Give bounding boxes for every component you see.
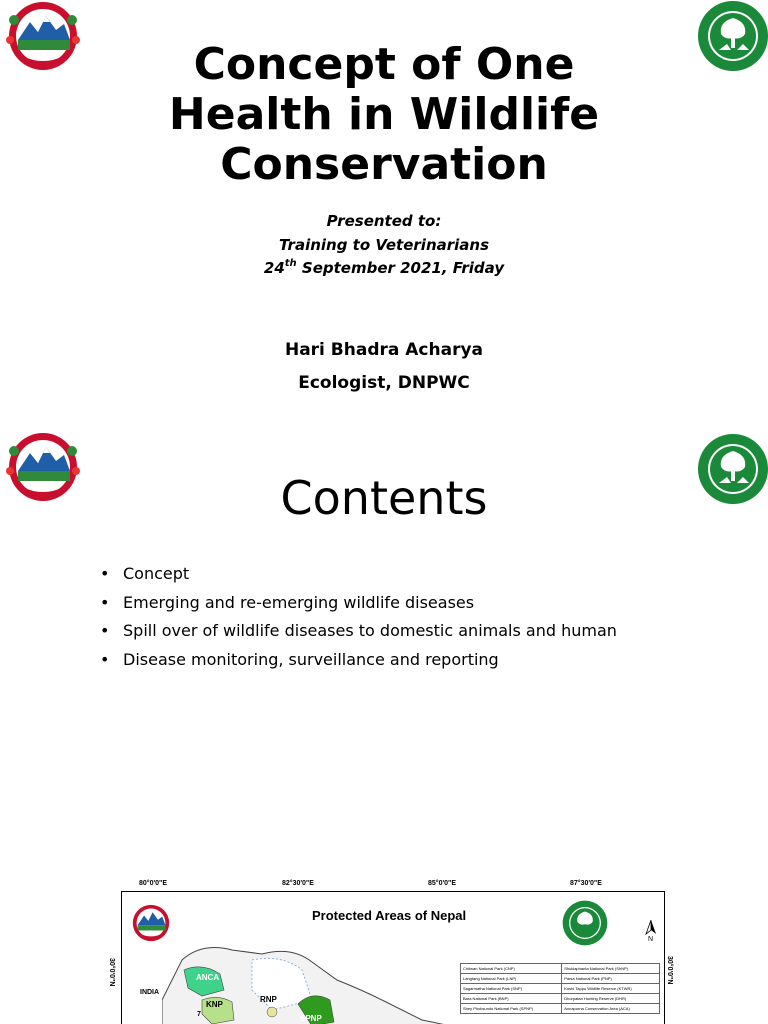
contents-list	[100, 563, 617, 678]
label-india: INDIA	[140, 989, 160, 996]
presented-to-label: Presented to:	[326, 212, 442, 230]
north-label: N	[648, 936, 654, 943]
table-row	[461, 974, 660, 984]
presented-block	[0, 210, 768, 281]
label-spnp: SPNP	[300, 1014, 322, 1023]
title-line: Conservation	[220, 139, 548, 190]
table-cell: Shuklaphanta National Park (ShNP)	[562, 964, 660, 974]
title-line: Concept of One	[193, 39, 575, 90]
table-cell: Sagarmatha National Park (SNP)	[461, 984, 562, 994]
author-name: Hari Bhadra Acharya	[284, 340, 484, 360]
table-cell: Koshi Tappu Wildlife Reserve (KTWR)	[562, 984, 660, 994]
contents-heading: Contents	[280, 471, 488, 525]
longitude-label: 82°30'0"E	[282, 880, 314, 887]
list-item: • Concept	[100, 563, 617, 592]
nepal-emblem-icon	[128, 902, 174, 944]
nepal-map-icon	[162, 940, 492, 1024]
map-frame	[121, 891, 665, 1024]
table-row	[461, 984, 660, 994]
map-title: Protected Areas of Nepal	[312, 908, 467, 923]
longitude-label: 87°30'0"E	[570, 880, 602, 887]
list-item: • Spill over of wildlife diseases to domestic animals and human	[100, 620, 617, 649]
slide-contents	[0, 430, 768, 851]
date-day: 24	[263, 259, 285, 277]
park-legend-table	[460, 963, 660, 1014]
table-cell: Parsa National Park (PNP)	[562, 974, 660, 984]
longitude-label: 80°0'0"E	[139, 880, 168, 887]
table-row	[461, 994, 660, 1004]
slide-map	[0, 866, 768, 1024]
table-row	[461, 1004, 660, 1014]
label-rnp: RNP	[260, 995, 277, 1004]
list-item: • Disease monitoring, surveillance and reporting	[100, 649, 617, 678]
dnpwc-logo-icon	[562, 900, 608, 946]
table-cell: Shey Phoksundo National Park (SPNP)	[461, 1004, 562, 1014]
author-block	[0, 334, 768, 400]
table-cell: Dhorpatan Hunting Reserve (DHR)	[562, 994, 660, 1004]
label-anca: ANCA	[196, 973, 220, 982]
event-name: Training to Veterinarians	[278, 235, 490, 254]
table-cell: Langtang National Park (LNP)	[461, 974, 562, 984]
title-line: Health in Wildlife	[168, 89, 600, 140]
slide-title	[0, 0, 768, 413]
table-row	[461, 964, 660, 974]
table-cell: Bara National Park (BNP)	[461, 994, 562, 1004]
table-cell: Chitwan National Park (CNP)	[461, 964, 562, 974]
list-item: • Emerging and re-emerging wildlife diseases	[100, 592, 617, 621]
longitude-label: 85°0'0"E	[428, 880, 457, 887]
label-knp: KNP	[206, 1000, 223, 1009]
table-cell: Annapurna Conservation Area (ACA)	[562, 1004, 660, 1014]
latitude-label-left: 30°0'0"N	[108, 958, 115, 987]
date-suffix: th	[284, 258, 297, 269]
presentation-title	[0, 40, 768, 190]
label-seven: 7	[197, 1011, 201, 1018]
date-rest: September 2021, Friday	[296, 259, 505, 277]
author-role: Ecologist, DNPWC	[298, 373, 470, 393]
event-date	[0, 257, 768, 281]
latitude-label-right: 30°0'0"N	[666, 956, 673, 985]
